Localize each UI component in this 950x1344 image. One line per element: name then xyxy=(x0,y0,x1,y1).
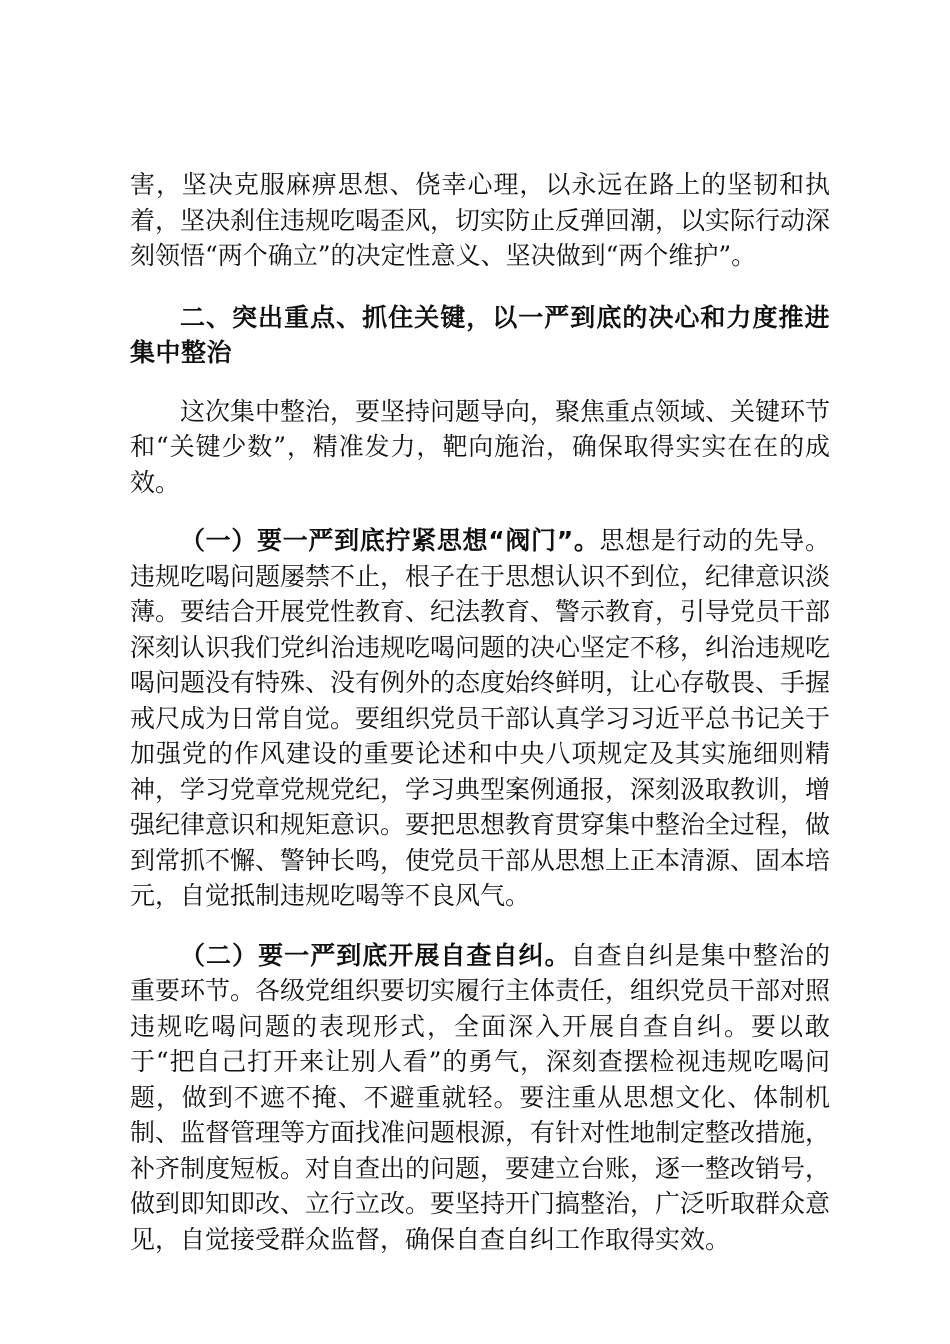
section-heading: 二、突出重点、抓住关键，以一严到底的决心和力度推进集中整治 xyxy=(130,302,830,367)
item-two-paragraph xyxy=(130,938,830,1258)
item-two-body: 自查自纠是集中整治的重要环节。各级党组织要切实履行主体责任，组织党员干部对照违规吃喝问题的表现形式，全面深入开展自查自纠。要以敢于“把自己打开来让别人看”的勇气，深刻查摆检视违规吃喝问题，做到不遮不掩、不避重就轻。要注重从思想文化、体制机制、监督管理等方面找准问题根源，有针对性地制定整改措施，补齐制度短板。对自查出的问题，要建立台账，逐一整改销号，做到即知即改、立行立改。要坚持开门搞整治，广泛听取群众意见，自觉接受群众监督，确保自查自纠工作取得实效。 xyxy=(130,940,831,1254)
item-one-paragraph xyxy=(130,523,830,914)
document-body xyxy=(130,167,830,1257)
item-one-lead: （一）要一严到底拧紧思想“阀门”。 xyxy=(180,526,600,555)
item-one-body: 思想是行动的先导。违规吃喝问题屡禁不止，根子在于思想认识不到位，纪律意识淡薄。要结合开展党性教育、纪法教育、警示教育，引导党员干部深刻认识我们党纠治违规吃喝问题的决心坚定不移，纠治违规吃喝问题没有特殊、没有例外的态度始终鲜明，让心存敬畏、手握戒尺成为日常自觉。要组织党员干部认真学习习近平总书记关于加强党的作风建设的重要论述和中央八项规定及其实施细则精神，学习党章党规党纪，学习典型案例通报，深刻汲取教训，增强纪律意识和规矩意识。要把思想教育贯穿集中整治全过程，做到常抓不懈、警钟长鸣，使党员干部从思想上正本清源、固本培元，自觉抵制违规吃喝等不良风气。 xyxy=(130,526,831,910)
intro-paragraph: 这次集中整治，要坚持问题导向，聚焦重点领域、关键环节和“关键少数”，精准发力，靶向施治，确保取得实实在在的成效。 xyxy=(130,396,831,497)
continued-paragraph xyxy=(130,167,830,274)
item-two-lead: （二）要一严到底开展自查自纠。 xyxy=(180,940,571,970)
paragraph-text: 害，坚决克服麻痹思想、侥幸心理，以永远在路上的坚韧和执着，坚决刹住违规吃喝歪风，切实防止反弹回潮，以实际行动深刻领悟“两个确立”的决定性意义、坚决做到“两个维护”。 xyxy=(130,170,831,270)
